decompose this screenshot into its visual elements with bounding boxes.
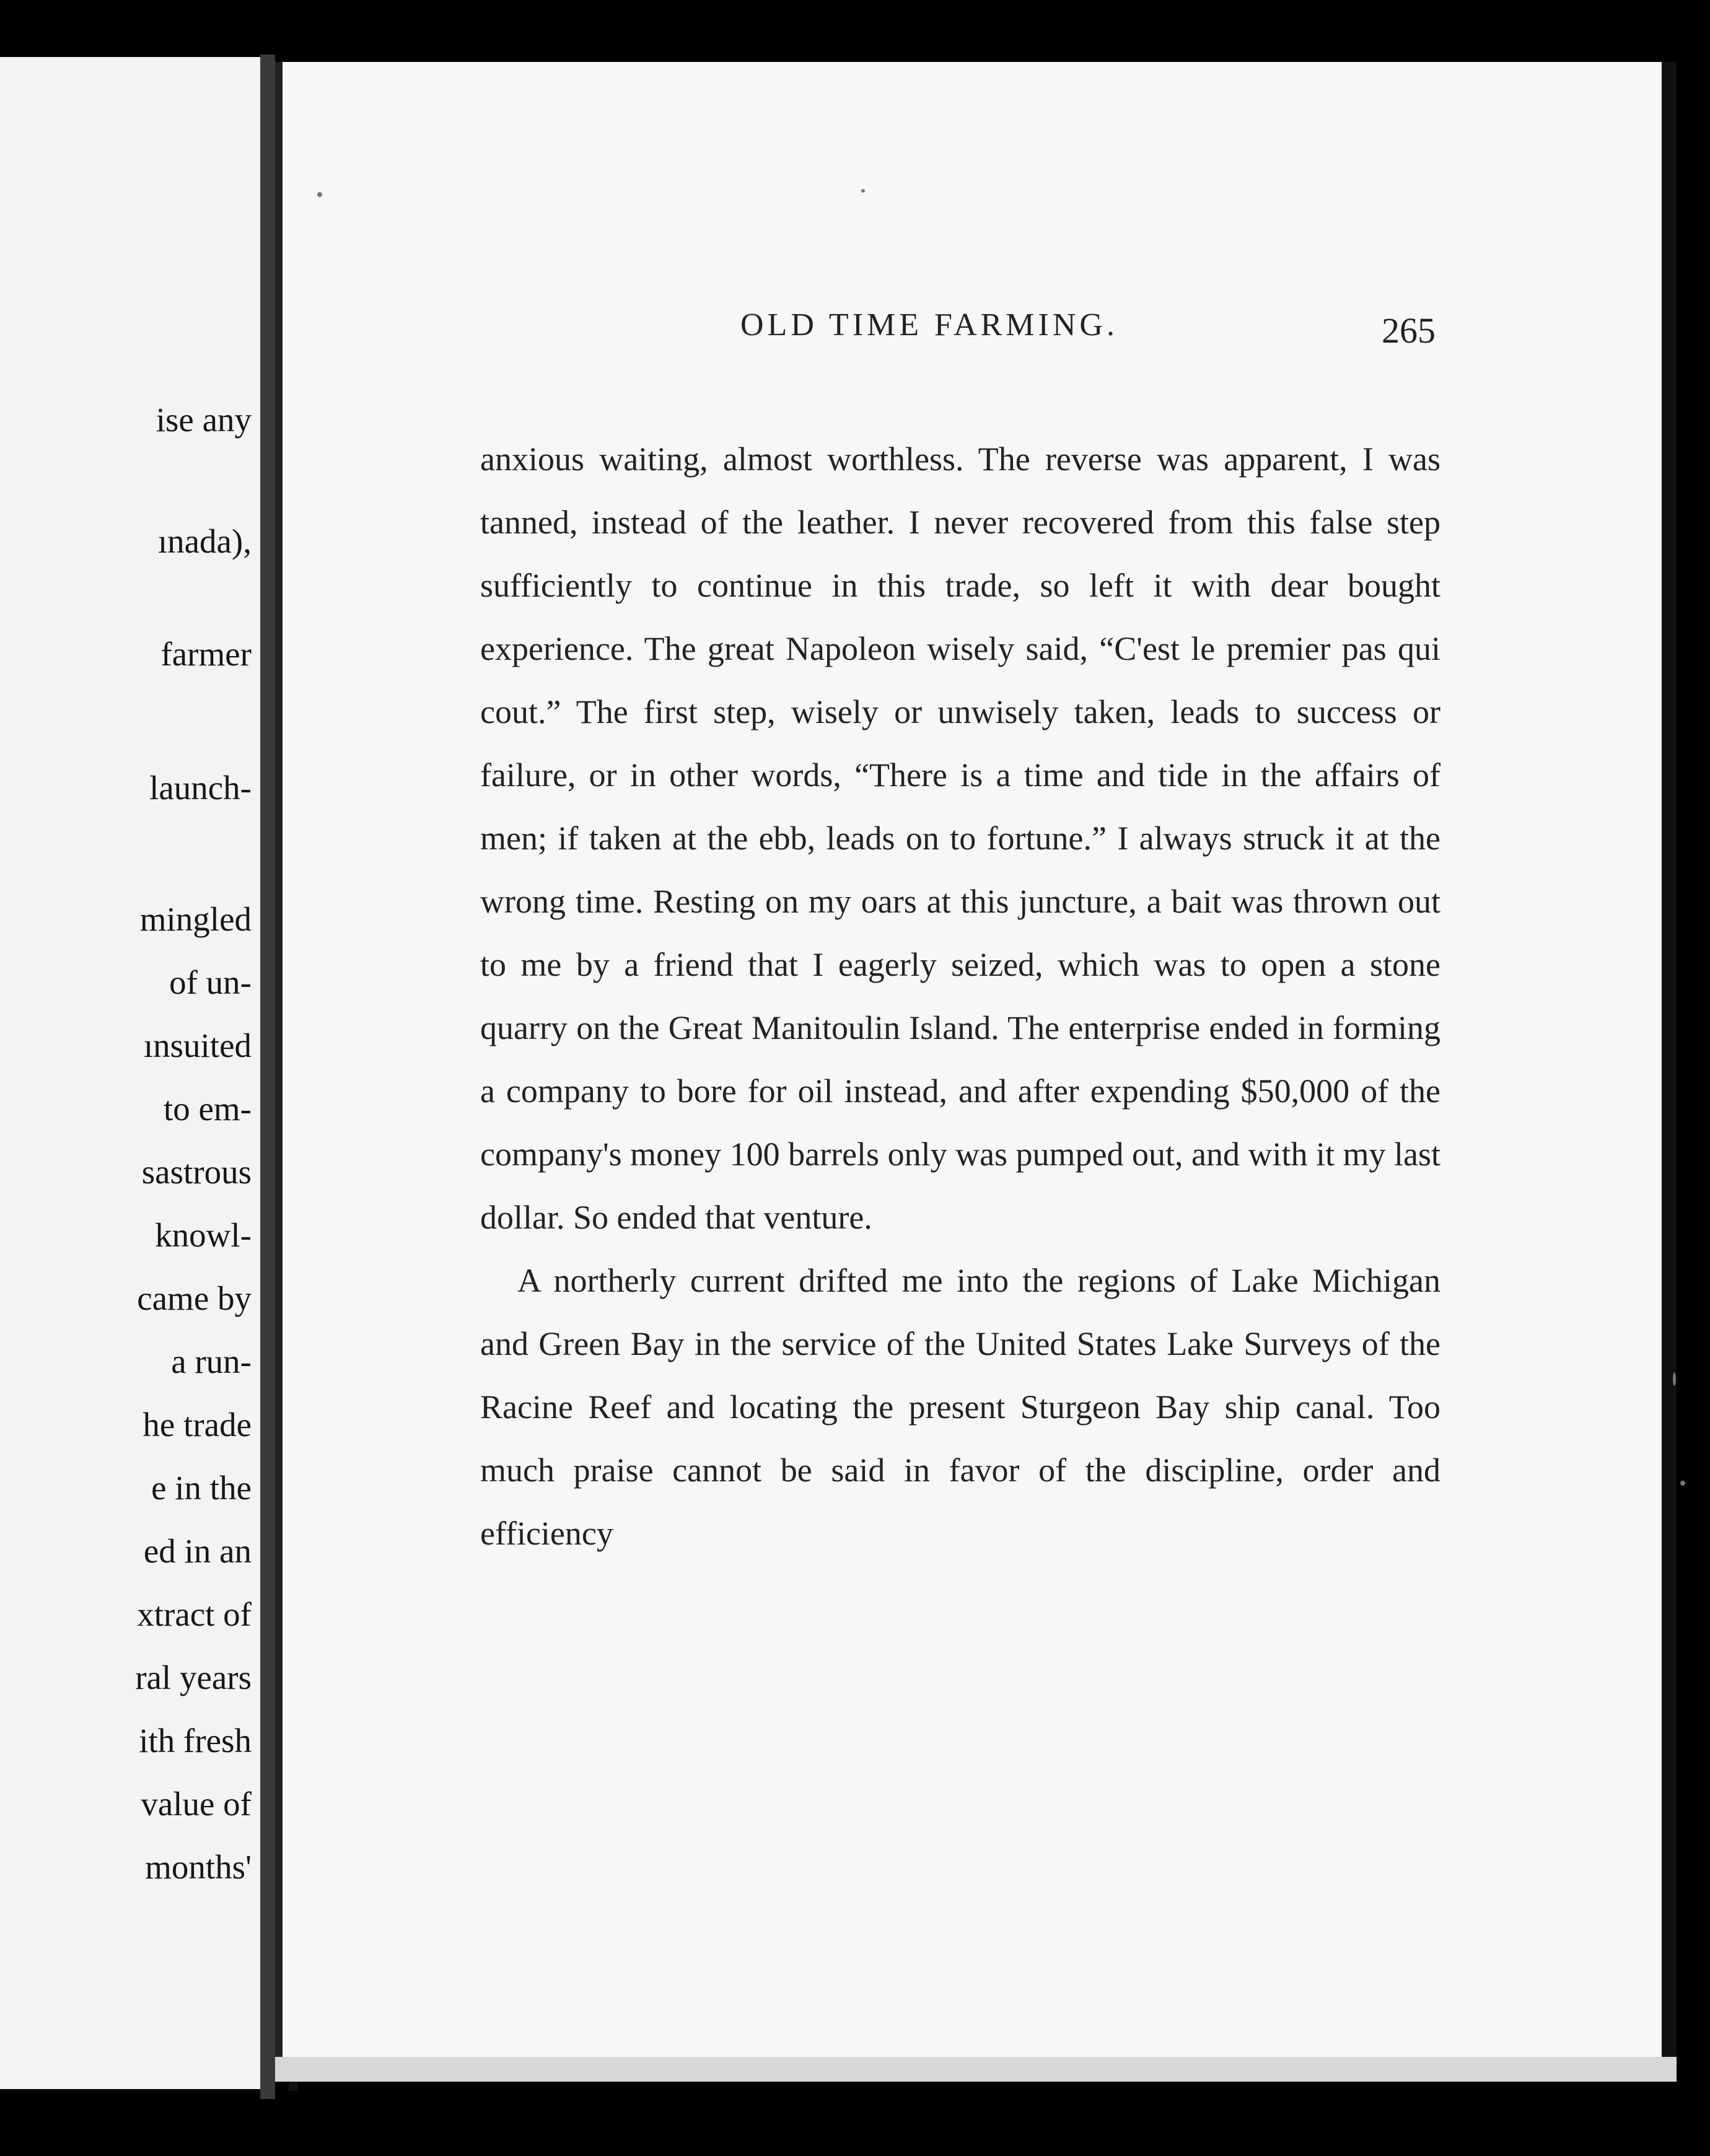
book-gutter-shadow — [260, 55, 275, 2099]
left-page-line: farmer — [160, 635, 252, 673]
left-page-line: e in the — [151, 1469, 252, 1507]
left-page-fragment — [0, 57, 264, 2089]
paragraph: A northerly current drifted me into the regions of Lake Michigan and Green Bay in the service of the United States Lake Surveys of the Racine Reef and locating the present Sturgeon Bay ship canal. Too much praise cannot be said in favor of the discipline, order and efficiency — [480, 1262, 1440, 1552]
left-page-line: xtract of — [137, 1595, 252, 1633]
paper-speck — [1680, 1481, 1685, 1486]
left-page-line: ise any — [156, 401, 252, 439]
left-page-line: he trade — [142, 1406, 252, 1444]
paper-speck — [1673, 1372, 1676, 1386]
paper-speck — [861, 189, 865, 193]
left-page-line: ral years — [135, 1659, 252, 1696]
left-page-line: ed in an — [143, 1532, 252, 1570]
page-body-text — [480, 427, 1440, 1565]
left-page-line: sastrous — [141, 1153, 252, 1191]
left-page-line: of un- — [169, 963, 252, 1001]
left-page-line: value of — [141, 1785, 252, 1823]
paragraph: anxious waiting, almost worthless. The reverse was apparent, I was tanned, instead of the leather. I never recovered from this false step sufficiently to continue in this trade, so left it with dear bought experience. The great Napoleon wisely said, “C'est le premier pas qui cout.” The first step, wisely or unwisely taken, leads to success or failure, or in other words, “There is a time and tide in the affairs of men; if taken at the ebb, leads on to fortune.” I always struck it at the wrong time. Resting on my oars at this juncture, a bait was thrown out to me by a friend that I eagerly seized, which was to open a stone quarry on the Great Manitoulin Island. The enterprise ended in forming a company to bore for oil instead, and after expending $50,000 of the company's money 100 barrels only was pumped out, and with it my last dollar. So ended that venture. — [480, 440, 1440, 1236]
left-page-line: knowl- — [155, 1216, 252, 1254]
left-page-line: came by — [137, 1279, 252, 1317]
page-number: 265 — [1382, 310, 1436, 351]
left-page-line: launch- — [149, 769, 252, 807]
left-page-line: ınada), — [157, 522, 252, 560]
running-head: OLD TIME FARMING. — [740, 307, 1118, 343]
left-page-line: months' — [145, 1848, 252, 1886]
page-bottom-edge — [275, 2057, 1677, 2082]
paper-speck — [317, 192, 322, 197]
left-page-line: ınsuited — [143, 1027, 252, 1064]
left-page-line: mingled — [139, 900, 252, 938]
left-page-line: to em- — [163, 1090, 252, 1128]
left-page-line: a run- — [171, 1343, 252, 1380]
left-page-line: ith fresh — [139, 1722, 252, 1759]
